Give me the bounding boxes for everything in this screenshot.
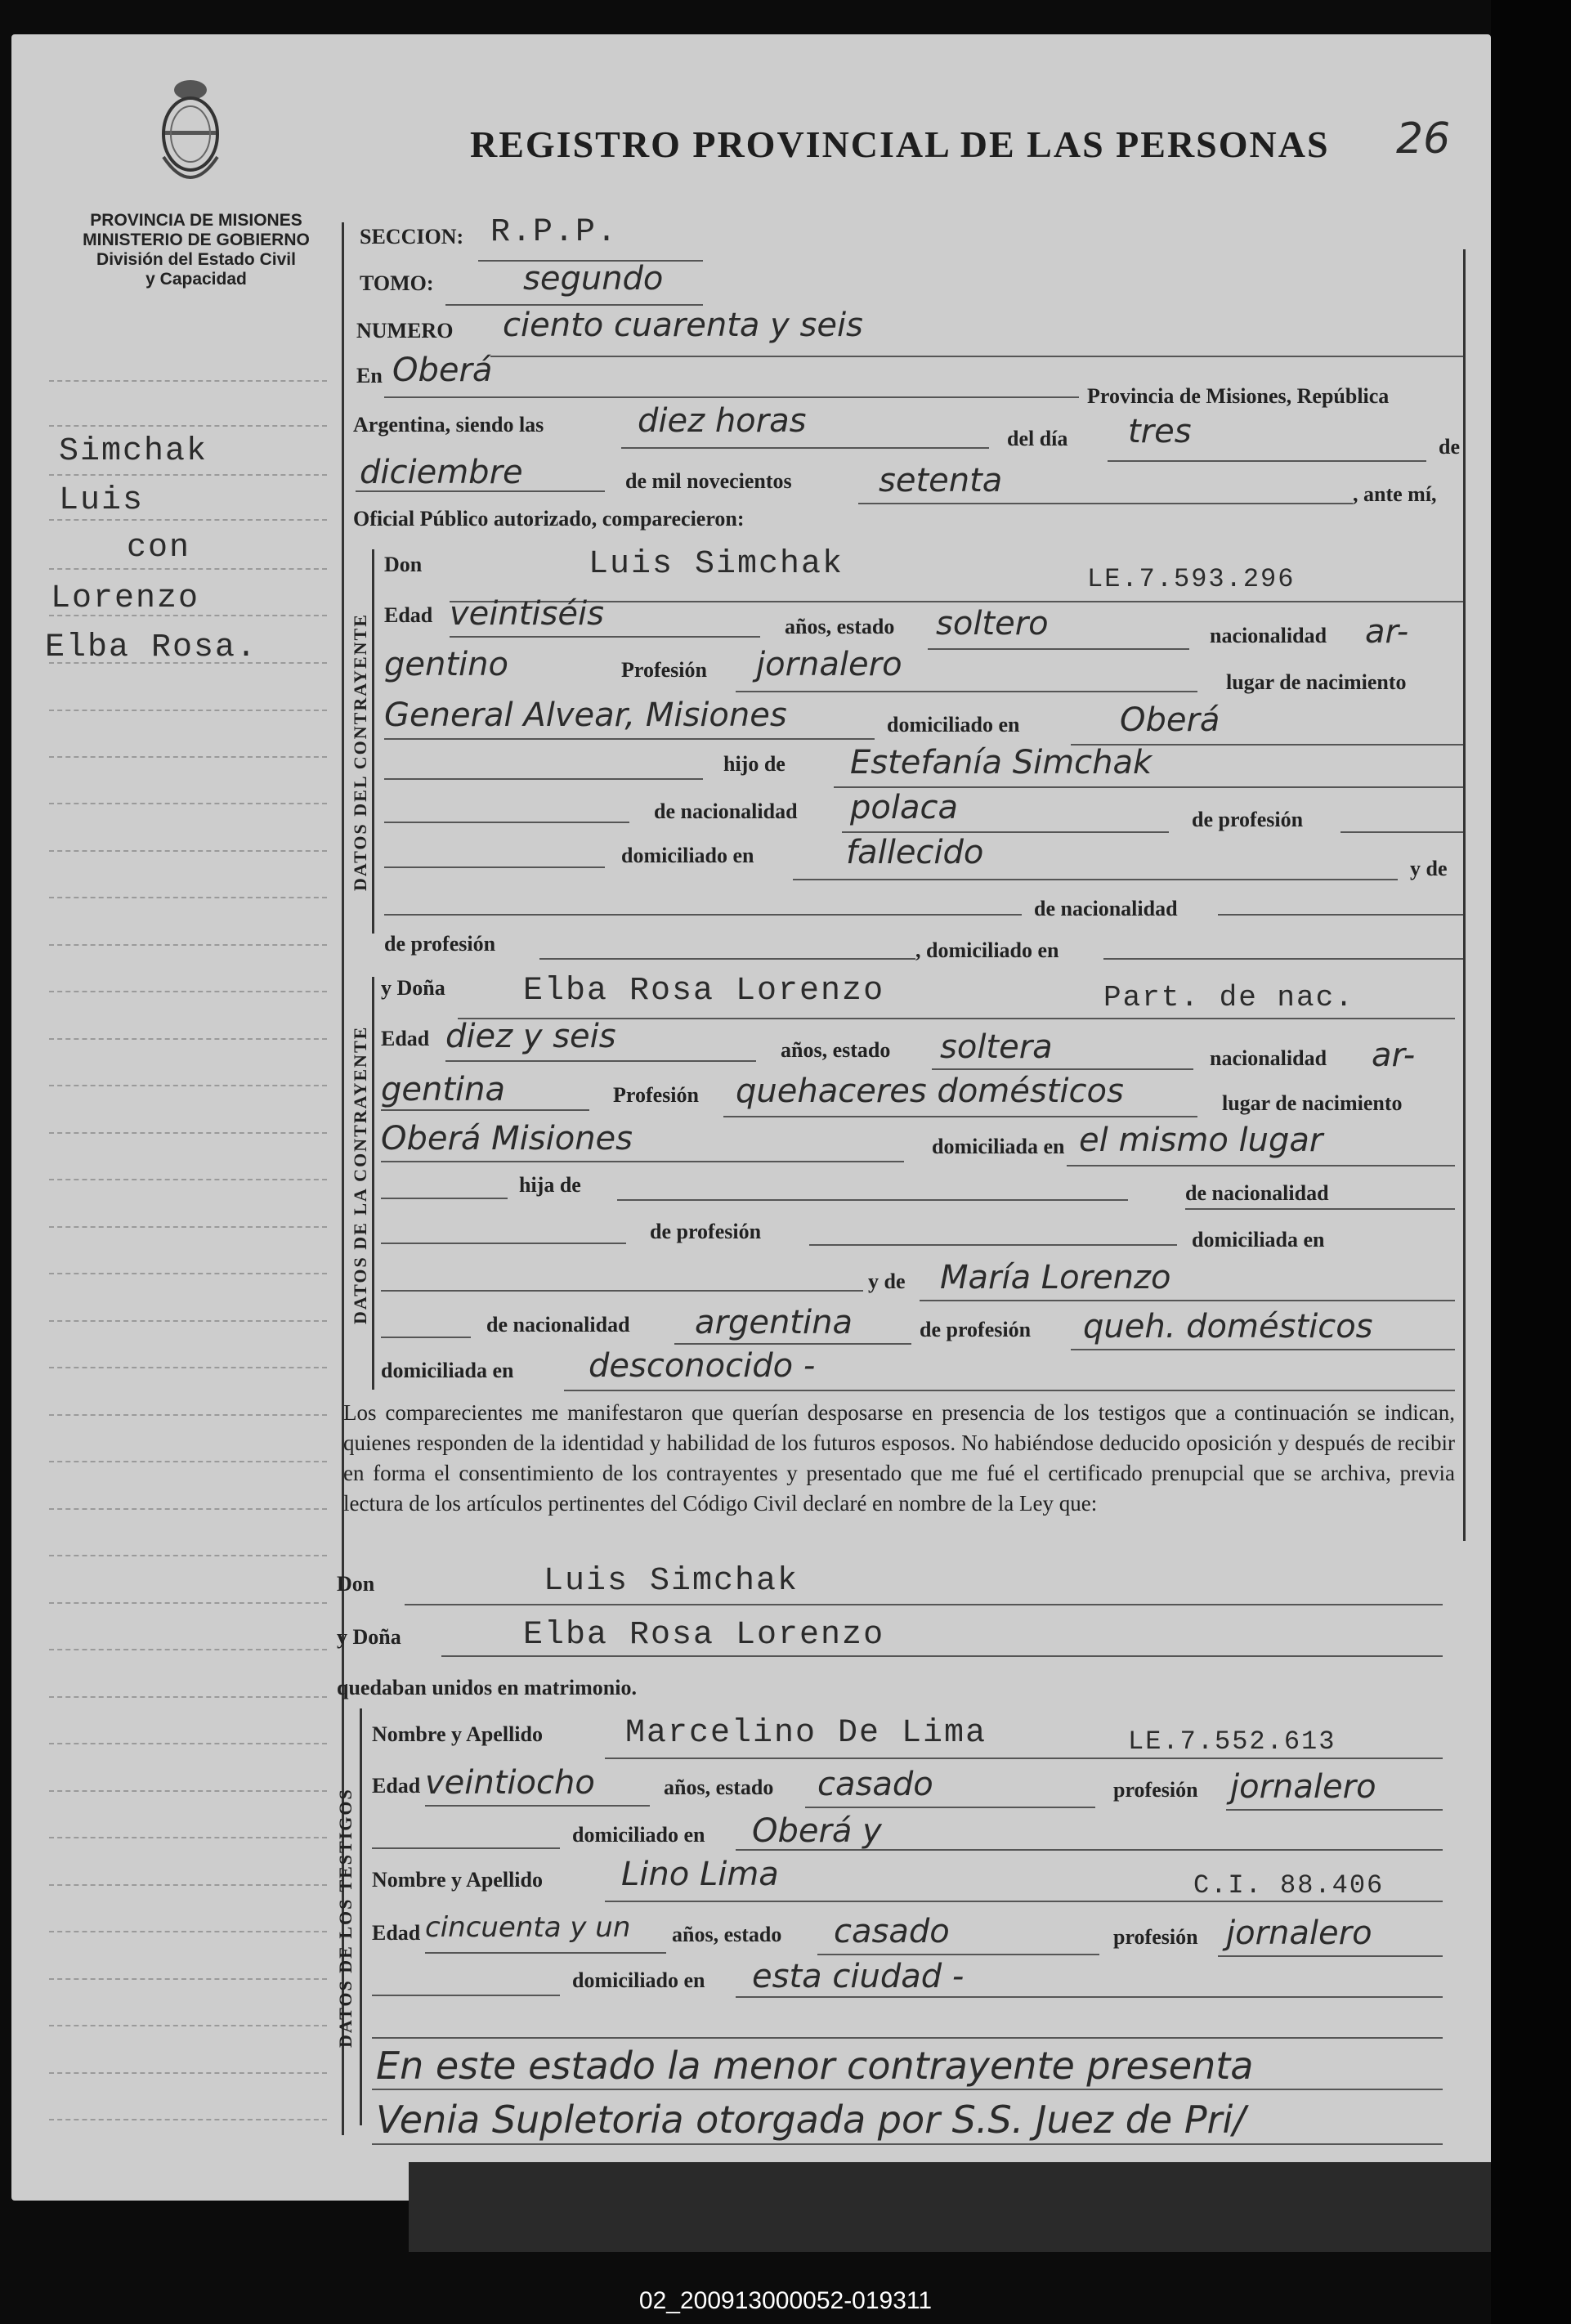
t1-domicilio: Oberá y: [752, 1812, 882, 1850]
margin-note-con: con: [127, 530, 191, 566]
bride-domiciliada3-label: domiciliada en: [381, 1359, 514, 1382]
bride-nacionalidad-label: nacionalidad: [1210, 1046, 1327, 1070]
groom-nacionalidad-label: nacionalidad: [1210, 624, 1327, 647]
ministry-heading: [57, 211, 335, 289]
t2-doc: C.I. 88.406: [1193, 1870, 1385, 1901]
bride-de-nac2-label: de nacionalidad: [486, 1313, 630, 1337]
bride-anios-label: años, estado: [781, 1038, 891, 1062]
groom-anios-label: años, estado: [785, 615, 895, 638]
del-dia-label: del día: [1007, 427, 1068, 450]
ministry-line-1: PROVINCIA DE MISIONES: [90, 211, 302, 230]
groom-profesion-label: Profesión: [621, 658, 707, 682]
t2-nombre-label: Nombre y Apellido: [372, 1868, 543, 1892]
contrayente-side-label: DATOS DEL CONTRAYENTE: [350, 613, 370, 891]
anio-value: setenta: [879, 462, 1003, 499]
t1-anios-label: años, estado: [664, 1775, 774, 1799]
margin-note-name-2: Elba Rosa.: [45, 629, 258, 666]
contrayente-bride-side-label: DATOS DE LA CONTRAYENTE: [350, 1025, 370, 1324]
margin-note-surname-2: Lorenzo: [51, 580, 200, 617]
groom-estado: soltero: [936, 605, 1049, 643]
en-value: Oberá: [392, 352, 493, 389]
seccion-label: SECCION:: [360, 225, 464, 249]
t2-profesion-label: profesión: [1113, 1925, 1198, 1949]
union-don-label: Don: [337, 1572, 375, 1596]
page-title: REGISTRO PROVINCIAL DE LAS PERSONAS: [470, 123, 1330, 165]
t2-domicilio: esta ciudad -: [752, 1958, 965, 1995]
provincia-text: Provincia de Misiones, República: [1087, 384, 1390, 408]
section-bracket-2: [372, 977, 374, 1390]
bride-madre-dom: desconocido -: [589, 1347, 816, 1385]
t2-estado: casado: [834, 1913, 950, 1950]
groom-domicilio: Oberá: [1120, 701, 1220, 739]
bride-edad-label: Edad: [381, 1027, 430, 1050]
t1-profesion: jornalero: [1230, 1768, 1376, 1806]
dia-value: tres: [1128, 413, 1192, 450]
groom-domiciliado-label: domiciliado en: [887, 713, 1020, 737]
groom-lugar-label: lugar de nacimiento: [1226, 670, 1407, 694]
section-bracket-3: [360, 1708, 362, 2125]
declaration-paragraph: Los comparecientes me manifestaron que querían desposarse en presencia de los testigos que a continuación se indican, quienes responden de la identidad y habilidad de los futuros esposos. No habiéndose deducido oposición y después de recibir en forma el consentimiento de los contrayentes y presentado que me fué el certificado prenupcial que se archiva, previa lectura de los artículos pertinentes del Código Civil declaré en nombre de la Ley que:: [343, 1400, 1455, 1516]
t2-profesion: jornalero: [1226, 1914, 1372, 1952]
bride-de-nac-label: de nacionalidad: [1185, 1181, 1329, 1205]
bride-domicilio: el mismo lugar: [1079, 1122, 1323, 1159]
bride-nacionalidad-a: ar-: [1372, 1037, 1416, 1074]
margin-note-name: Luis: [59, 482, 145, 519]
binding-spine: [1491, 0, 1571, 2324]
bride-profesion: quehaceres domésticos: [736, 1072, 1124, 1110]
ministry-line-2: MINISTERIO DE GOBIERNO: [83, 231, 310, 249]
form-right-border: [1463, 249, 1466, 1541]
bride-madre-nac: argentina: [695, 1304, 853, 1341]
groom-y-de-label: y de: [1410, 857, 1448, 880]
t2-edad: cincuenta y un: [425, 1911, 631, 1944]
numero-value: ciento cuarenta y seis: [503, 307, 863, 344]
bride-domiciliada2-label: domiciliada en: [1192, 1228, 1325, 1252]
groom-profesion: jornalero: [756, 646, 902, 683]
groom-lugar: General Alvear, Misiones: [384, 696, 787, 734]
horas-value: diez horas: [638, 402, 807, 440]
ministry-line-3: División del Estado Civil: [96, 250, 296, 269]
groom-madre: Estefanía Simchak: [850, 744, 1153, 781]
image-id-caption: 02_200913000052-019311: [638, 2287, 933, 2314]
groom-madre-dom: fallecido: [846, 834, 984, 871]
de-label: de: [1439, 435, 1460, 459]
t1-domiciliado-label: domiciliado en: [572, 1823, 705, 1847]
bride-doc: Part. de nac.: [1103, 981, 1354, 1014]
t1-nombre-label: Nombre y Apellido: [372, 1722, 543, 1746]
ante-mi-text: , ante mí,: [1353, 482, 1437, 506]
bride-madre-prof: queh. domésticos: [1083, 1308, 1373, 1346]
bride-estado: soltera: [940, 1028, 1053, 1066]
numero-label: NUMERO: [356, 319, 454, 343]
bride-de-prof-label: de profesión: [650, 1220, 762, 1243]
t2-edad-label: Edad: [372, 1921, 421, 1945]
bride-profesion-label: Profesión: [613, 1083, 699, 1107]
bride-lugar-label: lugar de nacimiento: [1222, 1091, 1403, 1115]
bride-nacionalidad-b: gentina: [381, 1071, 506, 1108]
note-line-2: Venia Supletoria otorgada por S.S. Juez de Pri/: [376, 2098, 1246, 2142]
union-don: Luis Simchak: [544, 1563, 799, 1600]
t2-anios-label: años, estado: [672, 1923, 782, 1946]
mes-value: diciembre: [360, 454, 523, 491]
quedaban-text: quedaban unidos en matrimonio.: [337, 1676, 637, 1699]
en-label: En: [356, 364, 383, 387]
t1-estado: casado: [817, 1766, 933, 1803]
groom-hijo-label: hijo de: [723, 752, 786, 776]
tomo-value: segundo: [523, 260, 664, 298]
bride-hija-label: hija de: [519, 1173, 581, 1197]
groom-edad-label: Edad: [384, 603, 433, 627]
groom-edad: veintiséis: [450, 595, 604, 633]
groom-doc: LE.7.593.296: [1087, 564, 1296, 594]
groom-domiciliado2-label: , domiciliado en: [915, 938, 1059, 962]
bride-domiciliada-label: domiciliada en: [932, 1135, 1065, 1158]
t1-nombre: Marcelino De Lima: [625, 1715, 987, 1752]
bride-name: Elba Rosa Lorenzo: [523, 973, 885, 1010]
page-number: 26: [1396, 114, 1451, 163]
bride-madre: María Lorenzo: [940, 1259, 1171, 1296]
coat-of-arms-seal: [154, 75, 227, 198]
t1-profesion-label: profesión: [1113, 1778, 1198, 1802]
tomo-label: TOMO:: [360, 271, 434, 295]
don-label: Don: [384, 553, 423, 576]
bride-y-de-label: y de: [868, 1269, 906, 1293]
testigos-side-label: DATOS DE LOS TESTIGOS: [335, 1788, 356, 2048]
groom-nacionalidad-a: ar-: [1365, 613, 1409, 651]
t1-doc: LE.7.552.613: [1128, 1726, 1336, 1757]
seccion-value: R.P.P.: [490, 214, 619, 251]
groom-de-nac-label: de nacionalidad: [654, 799, 798, 823]
t2-domiciliado-label: domiciliado en: [572, 1968, 705, 1992]
union-dona-label: y Doña: [337, 1625, 401, 1649]
groom-nacionalidad-b: gentino: [384, 646, 508, 683]
union-dona: Elba Rosa Lorenzo: [523, 1617, 885, 1654]
groom-de-nac2-label: de nacionalidad: [1034, 897, 1178, 920]
groom-de-prof-label: de profesión: [1192, 808, 1304, 831]
argentina-text: Argentina, siendo las: [353, 413, 544, 437]
ministry-line-4: y Capacidad: [145, 270, 247, 289]
bride-edad: diez y seis: [445, 1018, 616, 1055]
note-line-1: En este estado la menor contrayente presenta: [376, 2044, 1254, 2088]
margin-note-surname: Simchak: [59, 433, 208, 470]
section-bracket-1: [372, 549, 374, 934]
next-page-edge: [409, 2162, 1520, 2252]
t2-nombre: Lino Lima: [621, 1856, 779, 1893]
bride-lugar: Oberá Misiones: [381, 1120, 633, 1158]
t1-edad-label: Edad: [372, 1774, 421, 1798]
groom-name: Luis Simchak: [589, 546, 844, 583]
mil-label: de mil novecientos: [625, 469, 792, 493]
oficial-text: Oficial Público autorizado, comparecieron:: [353, 507, 745, 531]
dona-label: y Doña: [381, 976, 445, 1000]
t1-edad: veintiocho: [425, 1764, 595, 1802]
bride-de-prof2-label: de profesión: [920, 1318, 1032, 1341]
groom-de-prof2-label: de profesión: [384, 932, 496, 956]
groom-madre-nac: polaca: [850, 789, 958, 826]
groom-dom-en-label: domiciliado en: [621, 844, 754, 867]
